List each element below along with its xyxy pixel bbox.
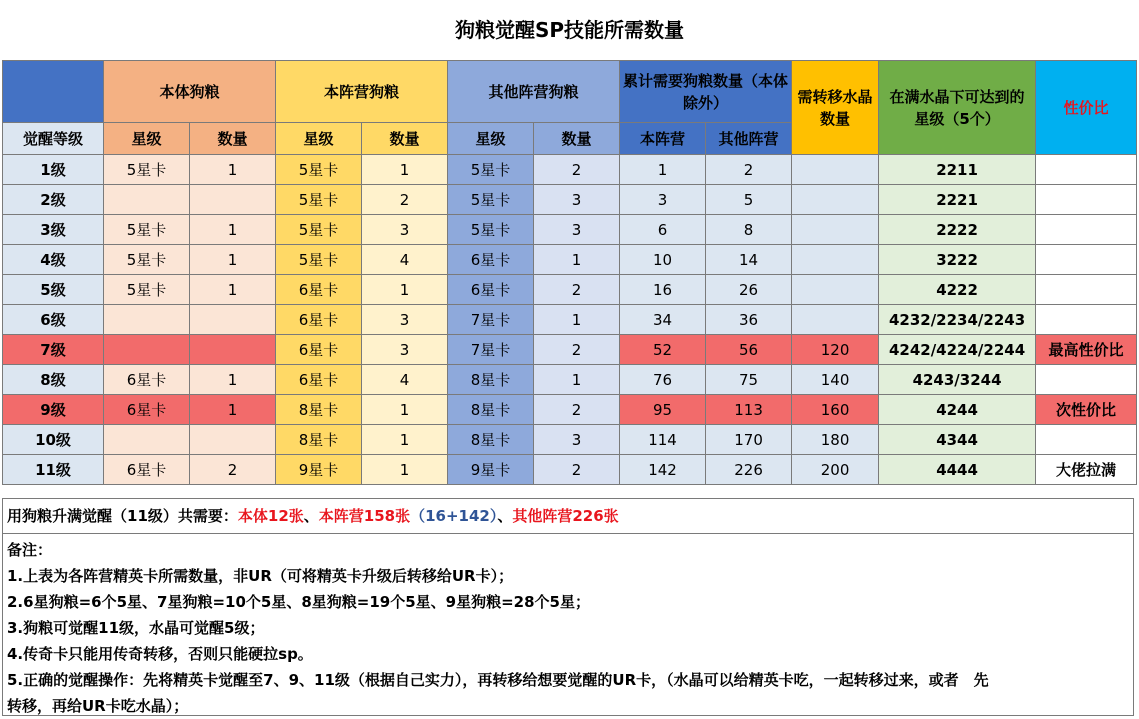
cum-same-cell: 10 — [620, 245, 706, 275]
other-star-cell: 9星卡 — [448, 455, 534, 485]
value-cell: 大佬拉满 — [1036, 455, 1137, 485]
self-star-cell — [104, 185, 190, 215]
table-row — [3, 275, 1137, 305]
level-cell: 3级 — [3, 215, 104, 245]
table-row — [3, 185, 1137, 215]
cum-same-cell: 6 — [620, 215, 706, 245]
same-count-cell: 3 — [362, 305, 448, 335]
summary-self: 本体12张 — [237, 507, 304, 525]
transfer-cell: 200 — [792, 455, 879, 485]
self-star-cell — [104, 425, 190, 455]
header-max-star-text: 在满水晶下可达到的星级（5个） — [889, 87, 1025, 128]
other-star-cell: 8星卡 — [448, 395, 534, 425]
value-cell — [1036, 425, 1137, 455]
summary-sep-2: 、 — [497, 507, 513, 525]
level-cell: 4级 — [3, 245, 104, 275]
max-star-cell: 4244 — [879, 395, 1036, 425]
note-item: 4.传奇卡只能用传奇转移，否则只能硬拉sp。 — [7, 645, 313, 663]
max-star-cell: 4232/2234/2243 — [879, 305, 1036, 335]
transfer-cell — [792, 185, 879, 215]
other-star-cell: 7星卡 — [448, 335, 534, 365]
table-row — [3, 425, 1137, 455]
value-cell — [1036, 365, 1137, 395]
other-count-cell: 3 — [534, 185, 620, 215]
same-star-cell: 8星卡 — [276, 395, 362, 425]
self-star-cell: 5星卡 — [104, 215, 190, 245]
transfer-cell: 120 — [792, 335, 879, 365]
same-count-cell: 4 — [362, 245, 448, 275]
note-item: 5.正确的觉醒操作：先将精英卡觉醒至7、9、11级（根据自己实力），再转移给想要觉醒的UR卡，（水晶可以给精英卡吃，一起转移过来，或者 先 — [7, 671, 989, 689]
self-count-cell — [190, 185, 276, 215]
self-star-cell: 5星卡 — [104, 245, 190, 275]
note-list — [3, 534, 1133, 719]
transfer-cell — [792, 305, 879, 335]
cum-same-cell: 76 — [620, 365, 706, 395]
note-heading: 备注： — [7, 541, 53, 559]
cum-same-cell: 52 — [620, 335, 706, 365]
same-star-cell: 9星卡 — [276, 455, 362, 485]
page-title: 狗粮觉醒SP技能所需数量 — [454, 18, 685, 42]
transfer-cell — [792, 275, 879, 305]
header-same-camp: 本阵营狗粮 — [276, 61, 448, 123]
max-star-cell: 2222 — [879, 215, 1036, 245]
self-star-cell: 6星卡 — [104, 365, 190, 395]
other-star-cell: 5星卡 — [448, 155, 534, 185]
cum-other-cell: 170 — [706, 425, 792, 455]
corner-cell — [3, 61, 104, 123]
same-star-cell: 5星卡 — [276, 185, 362, 215]
awakening-table — [2, 60, 1137, 485]
header-transfer — [792, 61, 879, 155]
same-star-cell: 5星卡 — [276, 245, 362, 275]
note-item: 2.6星狗粮=6个5星、7星狗粮=10个5星、8星狗粮=19个5星、9星狗粮=28个5星； — [7, 593, 590, 611]
header-other-star: 星级 — [448, 123, 534, 155]
level-cell: 9级 — [3, 395, 104, 425]
summary-prefix: 用狗粮升满觉醒（11级）共需要： — [7, 507, 238, 525]
self-count-cell: 1 — [190, 395, 276, 425]
value-cell — [1036, 305, 1137, 335]
same-count-cell: 1 — [362, 155, 448, 185]
header-value: 性价比 — [1036, 61, 1137, 155]
level-cell: 7级 — [3, 335, 104, 365]
same-star-cell: 6星卡 — [276, 305, 362, 335]
max-star-cell: 4444 — [879, 455, 1036, 485]
max-star-cell: 3222 — [879, 245, 1036, 275]
self-count-cell — [190, 305, 276, 335]
cum-other-cell: 26 — [706, 275, 792, 305]
summary-same: 本阵营158张 — [318, 507, 411, 525]
cum-same-cell: 114 — [620, 425, 706, 455]
same-star-cell: 5星卡 — [276, 215, 362, 245]
other-star-cell: 7星卡 — [448, 305, 534, 335]
same-count-cell: 1 — [362, 275, 448, 305]
max-star-cell: 2221 — [879, 185, 1036, 215]
header-max-star — [879, 61, 1036, 155]
header-cum-this-camp: 本阵营 — [620, 123, 706, 155]
same-count-cell: 4 — [362, 365, 448, 395]
header-other-camp: 其他阵营狗粮 — [448, 61, 620, 123]
same-star-cell: 6星卡 — [276, 275, 362, 305]
other-star-cell: 6星卡 — [448, 275, 534, 305]
value-cell: 次性价比 — [1036, 395, 1137, 425]
header-self-star: 星级 — [104, 123, 190, 155]
value-cell — [1036, 245, 1137, 275]
header-cumulative — [620, 61, 792, 123]
other-count-cell: 1 — [534, 305, 620, 335]
self-star-cell: 5星卡 — [104, 155, 190, 185]
cum-other-cell: 226 — [706, 455, 792, 485]
other-count-cell: 2 — [534, 335, 620, 365]
same-count-cell: 3 — [362, 335, 448, 365]
max-star-cell: 2211 — [879, 155, 1036, 185]
same-star-cell: 5星卡 — [276, 155, 362, 185]
summary-other: 其他阵营226张 — [512, 507, 619, 525]
level-cell: 6级 — [3, 305, 104, 335]
transfer-cell: 160 — [792, 395, 879, 425]
header-cum-other-camp: 其他阵营 — [706, 123, 792, 155]
value-cell — [1036, 155, 1137, 185]
same-star-cell: 6星卡 — [276, 365, 362, 395]
transfer-cell: 180 — [792, 425, 879, 455]
cum-other-cell: 75 — [706, 365, 792, 395]
note-item: 3.狗粮可觉醒11级，水晶可觉醒5级； — [7, 619, 265, 637]
note-item-continued: 转移，再给UR卡吃水晶）； — [7, 697, 189, 715]
table-row — [3, 365, 1137, 395]
self-count-cell: 1 — [190, 245, 276, 275]
max-star-cell: 4222 — [879, 275, 1036, 305]
self-star-cell: 5星卡 — [104, 275, 190, 305]
cum-other-cell: 8 — [706, 215, 792, 245]
level-cell: 10级 — [3, 425, 104, 455]
other-star-cell: 8星卡 — [448, 365, 534, 395]
transfer-cell — [792, 215, 879, 245]
summary-same-detail: （16+142） — [410, 507, 498, 525]
header-same-star: 星级 — [276, 123, 362, 155]
max-star-cell: 4243/3244 — [879, 365, 1036, 395]
same-star-cell: 8星卡 — [276, 425, 362, 455]
header-row-1 — [3, 61, 1137, 123]
value-cell — [1036, 185, 1137, 215]
table-row — [3, 155, 1137, 185]
transfer-cell — [792, 155, 879, 185]
cum-other-cell: 56 — [706, 335, 792, 365]
cum-other-cell: 5 — [706, 185, 792, 215]
other-star-cell: 5星卡 — [448, 185, 534, 215]
summary-sep-1: 、 — [303, 507, 319, 525]
cum-same-cell: 34 — [620, 305, 706, 335]
level-cell: 5级 — [3, 275, 104, 305]
max-star-cell: 4344 — [879, 425, 1036, 455]
notes-panel — [2, 498, 1134, 716]
self-count-cell — [190, 425, 276, 455]
note-item: 1.上表为各阵营精英卡所需数量，非UR（可将精英卡升级后转移给UR卡）； — [7, 567, 514, 585]
level-cell: 2级 — [3, 185, 104, 215]
header-cumulative-text: 累计需要狗粮数量（本体除外） — [623, 71, 789, 112]
value-cell — [1036, 215, 1137, 245]
other-count-cell: 2 — [534, 455, 620, 485]
table-row — [3, 335, 1137, 365]
header-self: 本体狗粮 — [104, 61, 276, 123]
other-star-cell: 5星卡 — [448, 215, 534, 245]
cum-same-cell: 16 — [620, 275, 706, 305]
self-count-cell: 1 — [190, 365, 276, 395]
same-count-cell: 1 — [362, 425, 448, 455]
same-count-cell: 3 — [362, 215, 448, 245]
other-count-cell: 2 — [534, 275, 620, 305]
max-star-cell: 4242/4224/2244 — [879, 335, 1036, 365]
table-row — [3, 455, 1137, 485]
self-count-cell: 1 — [190, 275, 276, 305]
self-star-cell — [104, 335, 190, 365]
transfer-cell: 140 — [792, 365, 879, 395]
self-star-cell — [104, 305, 190, 335]
same-count-cell: 1 — [362, 395, 448, 425]
other-count-cell: 1 — [534, 245, 620, 275]
other-count-cell: 3 — [534, 215, 620, 245]
other-count-cell: 2 — [534, 395, 620, 425]
value-cell: 最高性价比 — [1036, 335, 1137, 365]
table-row — [3, 395, 1137, 425]
cum-same-cell: 1 — [620, 155, 706, 185]
other-star-cell: 8星卡 — [448, 425, 534, 455]
level-cell: 1级 — [3, 155, 104, 185]
header-other-count: 数量 — [534, 123, 620, 155]
other-count-cell: 1 — [534, 365, 620, 395]
self-count-cell: 1 — [190, 155, 276, 185]
self-count-cell: 1 — [190, 215, 276, 245]
value-cell — [1036, 275, 1137, 305]
other-count-cell: 3 — [534, 425, 620, 455]
same-count-cell: 2 — [362, 185, 448, 215]
table-row — [3, 305, 1137, 335]
transfer-cell — [792, 245, 879, 275]
cum-other-cell: 36 — [706, 305, 792, 335]
level-cell: 11级 — [3, 455, 104, 485]
cum-same-cell: 142 — [620, 455, 706, 485]
cum-other-cell: 14 — [706, 245, 792, 275]
level-cell: 8级 — [3, 365, 104, 395]
header-same-count: 数量 — [362, 123, 448, 155]
cum-other-cell: 113 — [706, 395, 792, 425]
other-star-cell: 6星卡 — [448, 245, 534, 275]
cum-same-cell: 3 — [620, 185, 706, 215]
same-count-cell: 1 — [362, 455, 448, 485]
table-row — [3, 245, 1137, 275]
header-transfer-text: 需转移水晶数量 — [797, 87, 873, 128]
header-level: 觉醒等级 — [3, 123, 104, 155]
header-self-count: 数量 — [190, 123, 276, 155]
self-star-cell: 6星卡 — [104, 455, 190, 485]
cum-other-cell: 2 — [706, 155, 792, 185]
summary-line — [3, 499, 1133, 534]
self-star-cell: 6星卡 — [104, 395, 190, 425]
self-count-cell — [190, 335, 276, 365]
table-row — [3, 215, 1137, 245]
other-count-cell: 2 — [534, 155, 620, 185]
cum-same-cell: 95 — [620, 395, 706, 425]
same-star-cell: 6星卡 — [276, 335, 362, 365]
self-count-cell: 2 — [190, 455, 276, 485]
